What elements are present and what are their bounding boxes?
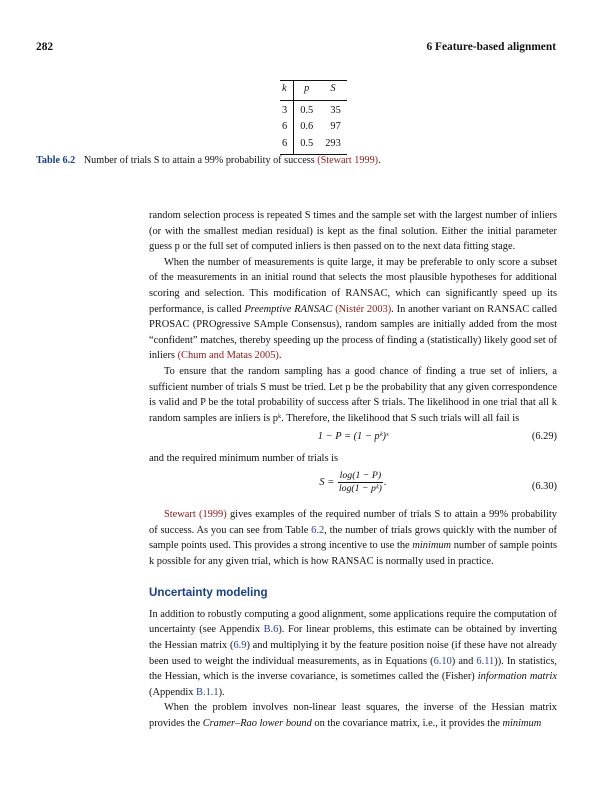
chapter-title: 6 Feature-based alignment [426,41,556,53]
citation-stewart: Stewart (1999) [164,508,227,520]
equation-6-29 [149,426,557,451]
equation-6-30 [149,467,557,507]
text-run: . In another variant on RANSAC called PROSAC (PROgressive SAmple Consensus), random samples are initially added from the most “confident” matches, thereby speeding up the process of finding a (statistically) likely good set of inliers [149,303,557,362]
citation-nister: (Nistér 2003) [335,303,392,315]
text-run: When the problem involves non-linear least squares, the inverse of the Hessian matrix provides the [149,702,557,730]
column-header-p: p [304,83,310,94]
paragraph-nonlinear [149,700,557,731]
table-row [280,136,347,155]
fraction-denominator: log(1 − pᵏ) [338,482,382,494]
paragraph-preemptive-ransac [149,255,557,364]
column-header-s: S [330,83,336,94]
equation-tail: . [383,476,387,488]
caption-label: Table 6.2 [36,155,76,166]
ref-eq-6-10[interactable]: 6.10 [433,655,452,667]
text-run: ). [218,686,225,698]
equation-number: (6.30) [531,480,557,492]
text-run: on the covariance matrix, i.e., it provides the [311,718,503,730]
text-run: ) and [451,655,477,667]
text-run: When the number of measurements is quite large, it may be preferable to only score a subset of the measurements in an initial round that selects the most plausible hypotheses for additional scoring and selection. This modification of RANSAC, which can significantly speed up its performance, is called [149,256,557,315]
equation-expression [149,470,557,495]
body-text [149,208,557,732]
text-run: )). In statistics, the Hessian, which is the inverse covariance, is sometimes called the (Fisher) [149,655,557,683]
equation-expression: 1 − P = (1 − pᵏ)ˢ [317,431,389,443]
ref-appendix-b6[interactable]: B.6 [263,624,279,636]
fraction-numerator: log(1 − P) [339,469,382,481]
ref-eq-6-11[interactable]: 6.11 [476,655,495,667]
table-header-row [280,81,347,101]
paragraph-uncertainty [149,607,557,701]
emphasis: Preemptive RANSAC [244,303,333,315]
text-run: (Appendix [149,686,197,698]
table-cell: 6 [280,119,294,136]
ref-eq-6-9[interactable]: 6.9 [233,640,247,652]
table-cell: 0.6 [300,121,314,132]
text-run: ). For linear problems, this estimate can be obtained by inverting the Hessian matrix ( [149,624,557,652]
table-cell: 35 [330,104,341,116]
emphasis: minimum [502,718,542,730]
table-cell: 97 [330,121,341,132]
equation-lhs: S = [319,476,335,488]
table-row [280,100,347,119]
paragraph-min-trials: and the required minimum number of trials is [149,453,339,465]
text-run: . [278,350,282,362]
table-caption [36,154,574,167]
emphasis: minimum [412,540,452,552]
table-cell: 0.5 [300,137,314,149]
section-heading: Uncertainty modeling [149,586,268,600]
table-cell: 293 [325,137,341,149]
ref-appendix-b11[interactable]: B.1.1 [196,686,219,698]
text-run: In addition to robustly computing a good alignment, some applications require the computation of uncertainty (see Appendix [149,608,557,636]
citation-chum-matas: (Chum and Matas 2005) [177,350,279,362]
ref-table[interactable]: 6.2 [311,524,325,536]
table-cell: 0.5 [300,104,314,116]
table-cell: 3 [280,100,294,119]
emphasis: information matrix [477,671,557,683]
caption-citation: (Stewart 1999) [317,155,379,166]
caption-text: Number of trials S to attain a 99% probability of success [83,155,315,166]
paragraph-trials: To ensure that the random sampling has a good chance of finding a true set of inliers, a sufficient number of trials S must be tried. Let p be the probability that any given correspondence is valid and P be the total probability of success after S trials. The likelihood in one trial that all k random samples are inliers is pᵏ. Therefore, the likelihood that S such trials will all fail is [149,365,557,424]
paragraph-stewart [149,507,557,569]
emphasis: Cramer–Rao lower bound [202,718,312,730]
equation-number: (6.29) [531,431,557,443]
paragraph-continuation: random selection process is repeated S times and the sample set with the largest number of inliers (or with the smallest median residual) is kept as the final solution. Either the initial parameter guess p or the full set of computed inliers is then passed on to the next data fitting stage. [149,210,557,253]
fraction [337,470,384,495]
trials-table [280,80,347,155]
running-head [36,41,556,53]
table-row [280,119,347,136]
text-run: , the number of trials grows quickly with the number of sample points used. This provides a strong incentive to use the [149,524,557,552]
text-run: ) and multiplying it by the feature position noise (if these have not already been used to weight the individual measurements, as in Equations ( [149,640,557,667]
text-run: gives examples of the required number of trials S to attain a 99% probability of success. As you can see from Table [149,508,557,536]
page-number: 282 [36,41,54,53]
column-header-k: k [280,81,294,101]
text-run: number of sample points k possible for any given trial, which is how RANSAC is normally used in practice. [149,540,558,567]
table-cell: 6 [280,136,294,155]
caption-end: . [378,155,381,166]
